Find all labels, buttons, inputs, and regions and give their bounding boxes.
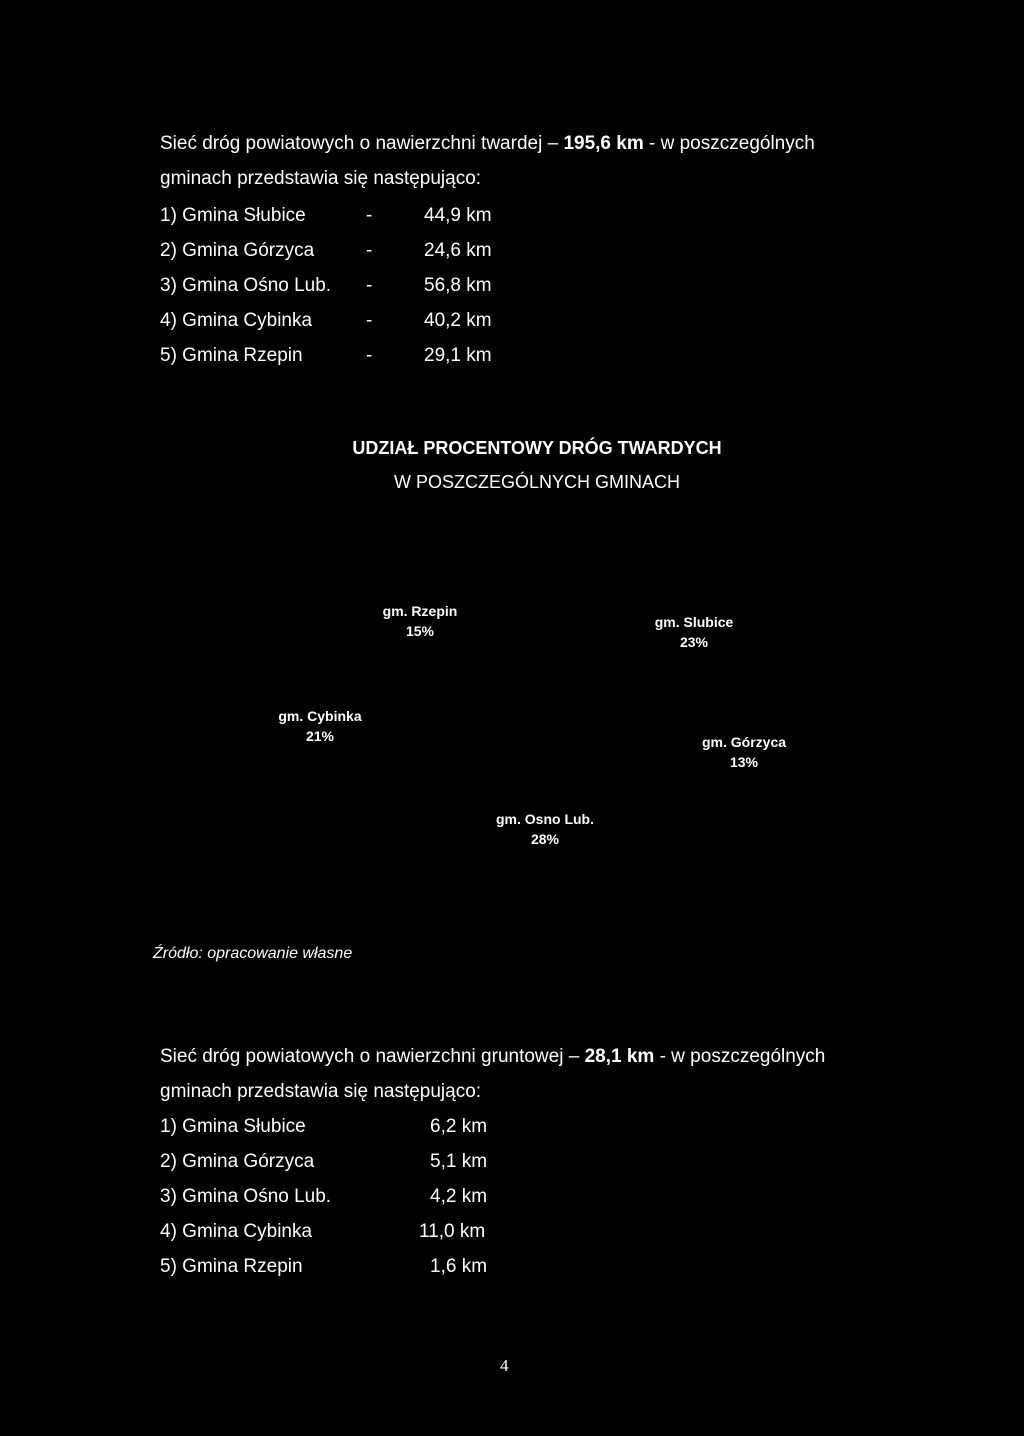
paved-roads-paragraph (160, 126, 815, 196)
source-note: Źródło: opracowanie własne (153, 945, 353, 962)
pie-slice-label-slubice: gm. Slubice 23% (654, 614, 734, 650)
dirt-roads-total: 28,1 km (584, 1046, 655, 1067)
pie-slice-label-osno: gm. Osno Lub. 28% (496, 811, 594, 847)
dirt-roads-paragraph (160, 1039, 825, 1109)
dirt-roads-line1: Sieć dróg powiatowych o nawierzchni gruntowej – 28,1 km - w poszczególnych (160, 1046, 826, 1067)
paved-roads-line1: Sieć dróg powiatowych o nawierzchni twardej – 195,6 km - w poszczególnych (160, 133, 815, 154)
pie-slice-label-cybinka: gm. Cybinka 21% (278, 708, 362, 744)
chart-title-line1: UDZIAŁ PROCENTOWY DRÓG TWARDYCH (352, 438, 722, 458)
paved-roads-line2: gminach przedstawia się następująco: (160, 168, 482, 189)
dirt-roads-line2: gminach przedstawia się następująco: (160, 1081, 482, 1102)
paved-roads-total: 195,6 km (563, 133, 644, 154)
pie-slice-label-gorzyca: gm. Górzyca 13% (701, 734, 787, 770)
pie-slice-label-rzepin: gm. Rzepin 15% (382, 603, 458, 639)
page-number: 4 (500, 1356, 509, 1375)
chart-title-line2: W POSZCZEGÓLNYCH GMINACH (393, 472, 680, 492)
